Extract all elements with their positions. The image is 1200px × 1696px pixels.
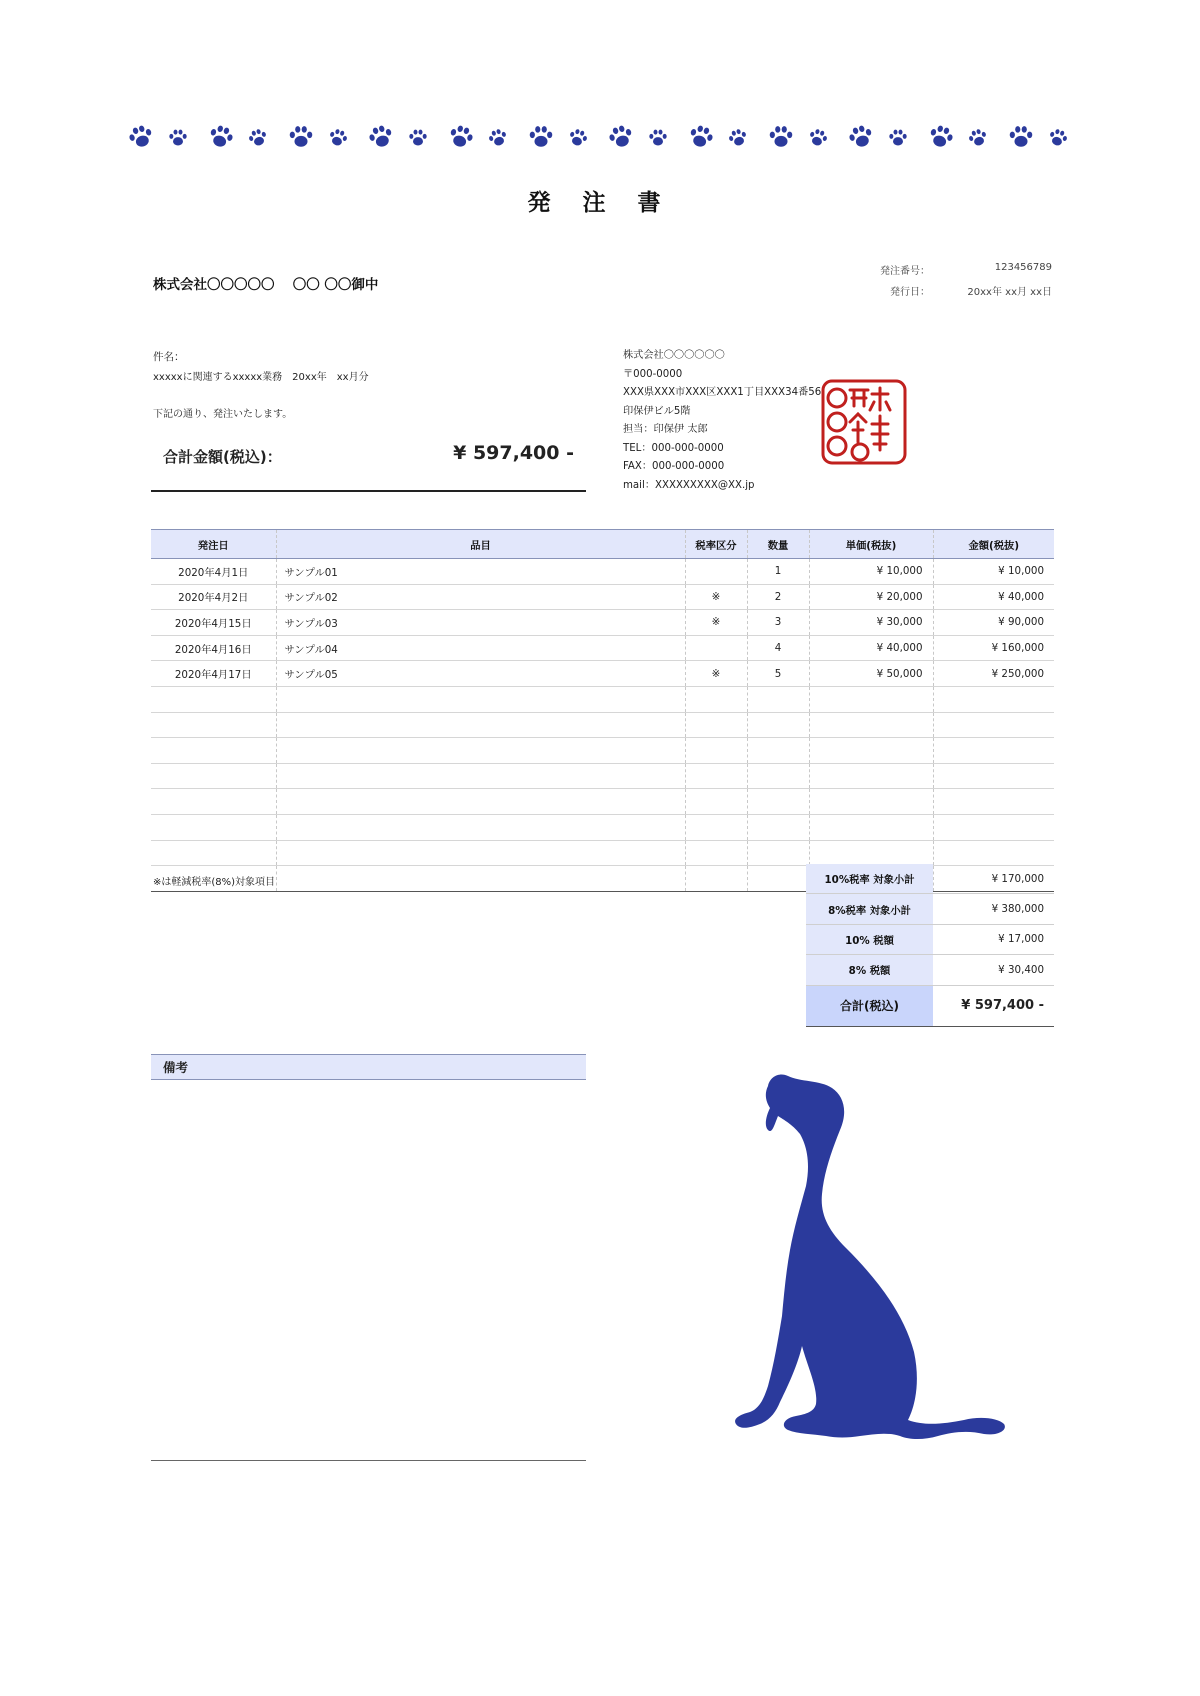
cell-tax-category	[685, 763, 747, 789]
cell-tax-category: ※	[685, 610, 747, 636]
cell-item: サンプル05	[276, 661, 685, 687]
cell-unit-price: ¥ 20,000	[809, 584, 933, 610]
paw-print-icon	[288, 124, 314, 150]
cell-unit-price	[809, 840, 933, 866]
paw-print-icon	[568, 128, 588, 148]
header-item: 品目	[276, 530, 685, 559]
paw-print-icon	[608, 124, 634, 150]
cell-quantity	[747, 814, 809, 840]
cell-tax-category	[685, 686, 747, 712]
grand-total-value: ¥ 597,400 -	[933, 985, 1054, 1026]
grand-total-row	[806, 985, 1054, 1026]
cell-unit-price	[809, 814, 933, 840]
cell-amount: ¥ 250,000	[933, 661, 1054, 687]
subject-label: 件名：	[153, 351, 185, 363]
summary-row	[806, 955, 1054, 985]
paw-print-icon	[1048, 128, 1068, 148]
total-amount-label: 合計金額(税込)：	[163, 448, 282, 466]
issuer-fax: FAX：000-000-0000	[623, 461, 725, 472]
table-row	[151, 661, 1054, 687]
issuer-contact: 担当：印保伊 太郎	[623, 424, 708, 435]
cell-amount	[933, 763, 1054, 789]
cell-quantity	[747, 763, 809, 789]
subtotal-8-value: ¥ 380,000	[933, 894, 1054, 924]
subject-text: xxxxxに関連するxxxxx業務 20xx年 xx月分	[153, 372, 369, 383]
cell-item	[276, 840, 685, 866]
subtotal-10-label: 10%税率 対象小計	[806, 864, 933, 894]
cell-tax-category	[685, 559, 747, 585]
cell-amount: ¥ 10,000	[933, 559, 1054, 585]
cell-quantity: 5	[747, 661, 809, 687]
tax-10-label: 10% 税額	[806, 924, 933, 954]
table-row	[151, 712, 1054, 738]
paw-print-icon	[728, 128, 748, 148]
cell-item: サンプル03	[276, 610, 685, 636]
table-row	[151, 559, 1054, 585]
issuer-building: 印保伊ビル5階	[623, 405, 691, 417]
cell-unit-price	[809, 789, 933, 815]
cell-quantity	[747, 712, 809, 738]
summary-row	[806, 924, 1054, 954]
paw-print-border	[128, 124, 1074, 152]
intro-text: 下記の通り、発注いたします。	[153, 409, 293, 420]
table-row	[151, 635, 1054, 661]
cell-unit-price: ¥ 10,000	[809, 559, 933, 585]
cell-quantity	[747, 686, 809, 712]
cell-quantity	[747, 840, 809, 866]
cell-order-date	[151, 840, 276, 866]
cell-unit-price: ¥ 50,000	[809, 661, 933, 687]
cell-tax-category	[685, 712, 747, 738]
cell-item	[276, 738, 685, 764]
issue-date-label: 発行日：	[890, 287, 930, 298]
paw-print-icon	[408, 128, 428, 148]
cell-quantity: 3	[747, 610, 809, 636]
reduced-tax-note: ※は軽減税率(8%)対象項目	[153, 877, 276, 888]
company-seal-icon	[820, 378, 908, 466]
cell-item: サンプル02	[276, 584, 685, 610]
cell-order-date	[151, 738, 276, 764]
cell-amount: ¥ 160,000	[933, 635, 1054, 661]
paw-print-icon	[488, 128, 508, 148]
paw-print-icon	[968, 128, 988, 148]
cell-quantity: 4	[747, 635, 809, 661]
total-amount-value: ¥ 597,400 -	[453, 442, 574, 464]
paw-print-icon	[448, 124, 474, 150]
paw-print-icon	[808, 128, 828, 148]
subtotal-8-label: 8%税率 対象小計	[806, 894, 933, 924]
cell-order-date	[151, 763, 276, 789]
table-row	[151, 840, 1054, 866]
cell-item	[276, 866, 685, 892]
table-row	[151, 610, 1054, 636]
paw-print-icon	[848, 124, 874, 150]
header-order-date: 発注日	[151, 530, 276, 559]
cell-item	[276, 763, 685, 789]
paw-print-icon	[1008, 124, 1034, 150]
cell-item: サンプル01	[276, 559, 685, 585]
cell-tax-category	[685, 635, 747, 661]
cell-tax-category	[685, 738, 747, 764]
cell-amount	[933, 840, 1054, 866]
cell-quantity: 1	[747, 559, 809, 585]
order-number-label: 発注番号：	[880, 266, 930, 277]
table-row	[151, 686, 1054, 712]
cell-order-date: 2020年4月2日	[151, 584, 276, 610]
document-title: 発 注 書	[527, 190, 673, 216]
paw-print-icon	[648, 128, 668, 148]
cell-item	[276, 789, 685, 815]
cell-unit-price	[809, 686, 933, 712]
issuer-mail: mail：XXXXXXXXX@XX.jp	[623, 479, 755, 491]
order-number-value: 123456789	[994, 262, 1052, 273]
document-meta	[820, 262, 1052, 304]
table-row	[151, 584, 1054, 610]
summary-row	[806, 864, 1054, 894]
table-row	[151, 814, 1054, 840]
cell-tax-category	[685, 789, 747, 815]
cell-amount: ¥ 40,000	[933, 584, 1054, 610]
table-header-row	[151, 530, 1054, 559]
cell-quantity	[747, 789, 809, 815]
cell-unit-price	[809, 738, 933, 764]
grand-total-label: 合計(税込)	[806, 985, 933, 1026]
cell-amount	[933, 738, 1054, 764]
paw-print-icon	[328, 128, 348, 148]
issuer-tel: TEL：000-000-0000	[623, 442, 724, 454]
tax-8-label: 8% 税額	[806, 955, 933, 985]
cell-order-date	[151, 686, 276, 712]
sitting-dog-icon	[728, 1068, 1028, 1468]
issuer-block	[623, 346, 821, 494]
header-amount: 金額(税抜)	[933, 530, 1054, 559]
paw-print-icon	[928, 124, 954, 150]
summary-table	[806, 864, 1054, 1027]
cell-amount	[933, 814, 1054, 840]
tax-10-value: ¥ 17,000	[933, 924, 1054, 954]
cell-unit-price	[809, 763, 933, 789]
cell-tax-category	[685, 866, 747, 892]
cell-quantity: 2	[747, 584, 809, 610]
header-unit-price: 単価(税抜)	[809, 530, 933, 559]
cell-amount	[933, 712, 1054, 738]
cell-amount: ¥ 90,000	[933, 610, 1054, 636]
issuer-postal: 〒000-0000	[623, 368, 683, 380]
cell-tax-category: ※	[685, 584, 747, 610]
paw-print-icon	[768, 124, 794, 150]
paw-print-icon	[128, 124, 154, 150]
cell-item	[276, 712, 685, 738]
issuer-address: XXX県XXX市XXX区XXX1丁目XXX34番56	[623, 387, 822, 398]
tax-8-value: ¥ 30,400	[933, 955, 1054, 985]
remarks-bottom-rule	[151, 1460, 586, 1461]
issue-date-value: 20xx年 xx月 xx日	[967, 287, 1052, 298]
paw-print-icon	[528, 124, 554, 150]
table-row	[151, 789, 1054, 815]
cell-quantity	[747, 738, 809, 764]
cell-item: サンプル04	[276, 635, 685, 661]
remarks-header: 備考	[151, 1054, 586, 1080]
cell-order-date: 2020年4月17日	[151, 661, 276, 687]
cell-item	[276, 814, 685, 840]
paw-print-icon	[688, 124, 714, 150]
cell-order-date	[151, 712, 276, 738]
cell-order-date: 2020年4月1日	[151, 559, 276, 585]
recipient-name: 株式会社〇〇〇〇〇 〇〇 〇〇御中	[153, 277, 379, 293]
cell-order-date: 2020年4月15日	[151, 610, 276, 636]
order-items-table	[151, 529, 1054, 892]
cell-amount	[933, 789, 1054, 815]
header-tax-category: 税率区分	[685, 530, 747, 559]
cell-item	[276, 686, 685, 712]
paw-print-icon	[208, 124, 234, 150]
table-row	[151, 738, 1054, 764]
cell-tax-category: ※	[685, 661, 747, 687]
cell-unit-price	[809, 712, 933, 738]
header-quantity: 数量	[747, 530, 809, 559]
cell-unit-price: ¥ 40,000	[809, 635, 933, 661]
cell-tax-category	[685, 814, 747, 840]
cell-order-date	[151, 789, 276, 815]
paw-print-icon	[248, 128, 268, 148]
paw-print-icon	[368, 124, 394, 150]
paw-print-icon	[888, 128, 908, 148]
cell-order-date: 2020年4月16日	[151, 635, 276, 661]
paw-print-icon	[168, 128, 188, 148]
cell-quantity	[747, 866, 809, 892]
issuer-company: 株式会社〇〇〇〇〇〇	[623, 350, 725, 361]
table-row	[151, 763, 1054, 789]
total-amount-box	[151, 432, 586, 492]
cell-tax-category	[685, 840, 747, 866]
cell-amount	[933, 686, 1054, 712]
cell-unit-price: ¥ 30,000	[809, 610, 933, 636]
summary-row	[806, 894, 1054, 924]
cell-order-date	[151, 814, 276, 840]
subtotal-10-value: ¥ 170,000	[933, 864, 1054, 894]
